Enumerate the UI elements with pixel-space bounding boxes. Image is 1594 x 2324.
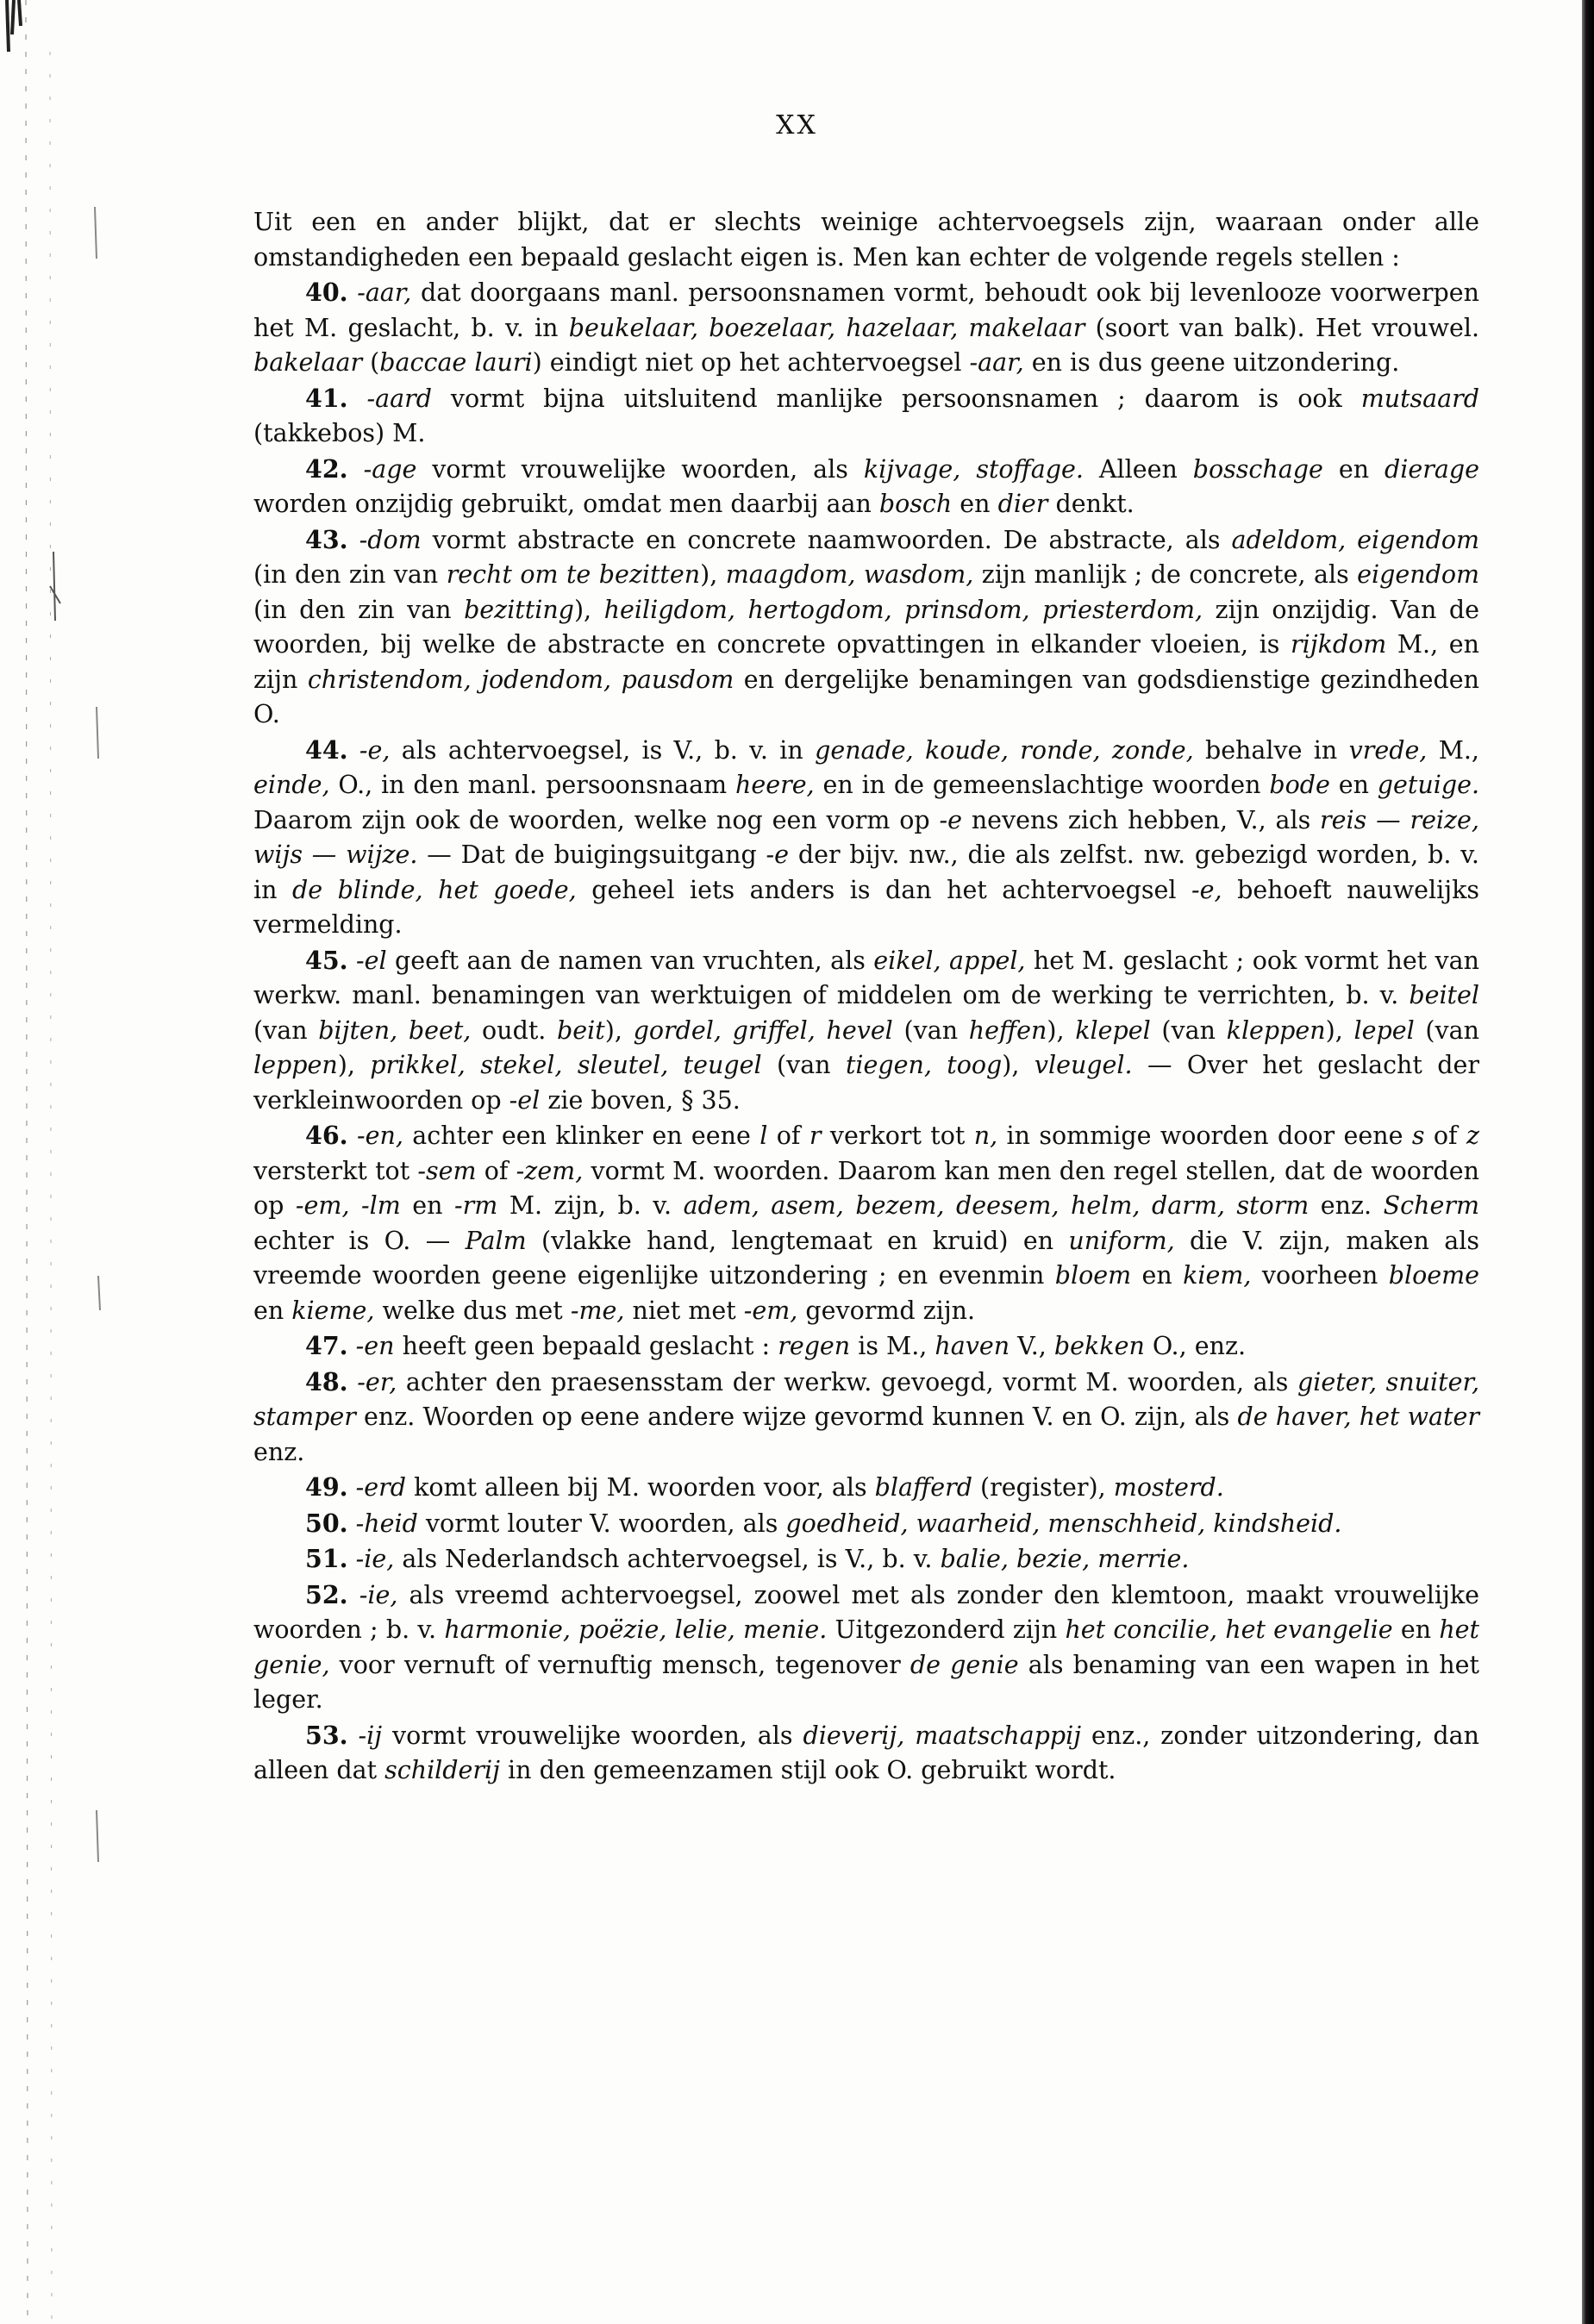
example-words: bakelaar (253, 348, 363, 377)
entry-48 (253, 1365, 1479, 1471)
suffix: -el (509, 1085, 541, 1115)
suffix: -e (939, 805, 962, 834)
suffix: -em, -lm (295, 1191, 401, 1220)
text-run: echter is O. — (253, 1226, 466, 1255)
letter: z (1466, 1121, 1479, 1150)
example-words: klepel (1075, 1015, 1151, 1045)
suffix: -dom (359, 525, 422, 554)
suffix: -rm (454, 1191, 498, 1220)
text-run: ) eindigt niet op het achtervoegsel (532, 348, 970, 377)
example-words: bode (1269, 771, 1330, 799)
suffix: -aar, (969, 348, 1024, 377)
example-words: leppen (253, 1051, 338, 1079)
text-run: (van (1414, 1015, 1479, 1045)
text-run: voor vernuft of vernuftig mensch, tegenover (329, 1650, 910, 1679)
example-words: kijvage, stoffage. (863, 454, 1084, 484)
suffix: -erd (355, 1473, 407, 1502)
suffix: -e (766, 840, 790, 869)
entry-number: 40. (305, 278, 348, 307)
text-run: of (767, 1121, 810, 1150)
text-run: zie boven, § 35. (540, 1085, 741, 1115)
example-words: bosch (878, 490, 953, 518)
intro-text: Uit een en ander blijkt, dat er slechts weinige achtervoegsels zijn, waaraan onder alle omstandigheden een bepaald geslacht eigen is. Men kan echter de volgende regels stellen : (253, 208, 1479, 272)
example-words: Scherm (1383, 1191, 1479, 1220)
example-words: beit (557, 1015, 605, 1045)
text-run: en (253, 1296, 292, 1325)
entry-number: 53. (305, 1720, 348, 1750)
intro-paragraph (253, 205, 1479, 275)
text-run: heeft geen bepaald geslacht : (394, 1332, 778, 1360)
letter: l (759, 1121, 768, 1150)
text-run: geheel iets anders is dan het achtervoegsel (576, 875, 1192, 904)
text-run: komt alleen bij M. woorden voor, als (406, 1473, 875, 1502)
example-words: bloem (1054, 1261, 1132, 1290)
text-run: enz., zonder uitzondering, dan alleen dat (253, 1721, 1479, 1784)
text-run: (soort van balk). Het vrouwel. (1085, 313, 1479, 342)
example-words: maagdom, wasdom, (725, 560, 974, 589)
suffix: -e, (1191, 875, 1222, 904)
example-words: beitel (1409, 981, 1479, 1009)
example-words: eikel, appel, (873, 946, 1026, 975)
text-run: gevormd zijn. (797, 1296, 976, 1325)
text-run: ), (1047, 1015, 1076, 1045)
example-words: het genie, (253, 1615, 1479, 1679)
entry-number: 49. (305, 1472, 348, 1502)
text-run: en (1322, 454, 1385, 484)
text-run: en (1329, 771, 1378, 799)
text-run: of (1424, 1121, 1466, 1150)
text-run: en is dus geene uitzondering. (1023, 348, 1400, 377)
suffix: -zem, (516, 1156, 584, 1185)
entry-46 (253, 1118, 1479, 1328)
text-run: ), (1325, 1015, 1354, 1045)
example-words: baccae lauri (379, 348, 533, 377)
text-run: worden onzijdig gebruikt, omdat men daarbij aan (253, 490, 879, 518)
suffix: -e, (359, 735, 391, 765)
suffix: -er, (357, 1367, 397, 1396)
example-words: kiem, (1183, 1261, 1252, 1290)
entry-49 (253, 1470, 1479, 1506)
suffix: -sem (417, 1156, 477, 1185)
letter: n, (973, 1121, 998, 1150)
example-words: bekken (1053, 1332, 1145, 1360)
text-run: der bijv. nw., die als zelfst. nw. gebezigd worden, b. v. in (253, 840, 1479, 904)
text-run: in den gemeenzamen stijl ook O. gebruikt wordt. (499, 1756, 1116, 1784)
text-run: (takkebos) M. (253, 419, 426, 447)
text-run: dat doorgaans manl. persoonsnamen vormt, behoudt ook bij levenlooze voorwerpen het M. geslacht, b. v. in (253, 278, 1480, 342)
text-run: of (476, 1156, 516, 1185)
example-words: bezitting (464, 595, 574, 624)
entry-number: 42. (305, 453, 348, 484)
example-words: bloeme (1388, 1261, 1480, 1290)
text-run: Alleen (1083, 454, 1193, 484)
entry-number: 52. (305, 1579, 348, 1609)
example-words: lepel (1353, 1015, 1415, 1045)
example-words: adem, asem, bezem, deesem, helm, darm, storm (683, 1191, 1310, 1220)
example-words: balie, bezie, merrie. (940, 1545, 1190, 1573)
text-run: — Over het geslacht der verkleinwoorden op (253, 1051, 1479, 1115)
example-words: schilderij (384, 1756, 500, 1784)
example-words: prikkel, stekel, sleutel, teugel (370, 1051, 762, 1079)
suffix: -em, (743, 1296, 798, 1325)
suffix: -ie, (355, 1545, 395, 1573)
suffix: -ie, (359, 1580, 398, 1609)
text-run: oudt. (471, 1015, 558, 1045)
example-words: tiegen, toog (845, 1051, 1003, 1079)
text-run: niet met (624, 1296, 744, 1325)
example-words: heere, (734, 771, 815, 799)
text-run: en (1392, 1615, 1440, 1644)
text-run: behalve in (1193, 735, 1349, 765)
text-run: (van (1150, 1015, 1227, 1045)
text-run: denkt. (1047, 490, 1135, 518)
example-words: dier (997, 490, 1048, 518)
text-run: zijn onzijdig. Van de woorden, bij welke de abstracte en concrete opvattingen in elkander vloeien, is (253, 595, 1479, 659)
example-words: kieme, (291, 1296, 375, 1325)
entry-44 (253, 733, 1479, 943)
suffix: -en (355, 1332, 395, 1360)
letter: s (1411, 1121, 1425, 1150)
example-words: vrede, (1348, 735, 1428, 765)
entry-number: 51. (305, 1544, 348, 1573)
example-words: christendom, jodendom, pausdom (307, 665, 734, 694)
entry-43 (253, 522, 1479, 733)
text-run: M., (1427, 735, 1479, 765)
example-words: mutsaard (1360, 384, 1479, 413)
suffix: -aar, (357, 278, 412, 307)
text-run: achter den praesensstam der werkw. gevoegd, vormt M. woorden, als (397, 1367, 1297, 1396)
text-run: enz. (253, 1437, 305, 1466)
example-words: de genie (910, 1650, 1019, 1679)
example-words: dieverij, maatschappij (803, 1721, 1082, 1750)
text-run: Daarom zijn ook de woorden, welke nog een vorm op (253, 805, 940, 834)
example-words: beukelaar, boezelaar, hazelaar, makelaar (568, 313, 1085, 342)
example-words: adeldom, eigendom (1231, 525, 1480, 554)
entry-number: 48. (305, 1366, 348, 1396)
example-words: vleugel. (1034, 1051, 1133, 1079)
text-run: vormt bijna uitsluitend manlijke persoonsnamen ; daarom is ook (431, 384, 1361, 413)
entry-47 (253, 1328, 1479, 1365)
example-words: eigendom (1357, 560, 1479, 589)
text-run: enz. (1309, 1191, 1384, 1220)
text-run: vormt abstracte en concrete naamwoorden. De abstracte, als (421, 525, 1232, 554)
suffix: -ij (358, 1721, 383, 1750)
entry-45 (253, 943, 1479, 1119)
suffix: -aard (366, 384, 432, 413)
example-words: haven (935, 1332, 1010, 1360)
entry-53 (253, 1718, 1479, 1789)
text-run: vormt vrouwelijke woorden, als (416, 454, 864, 484)
text-run: O., in den manl. persoonsnaam (329, 771, 735, 799)
entry-42 (253, 452, 1479, 522)
text-run: ), (573, 595, 604, 624)
text-run: en dergelijke benamingen van godsdienstige gezindheden O. (253, 665, 1479, 728)
text-run: Uitgezonderd zijn (827, 1615, 1066, 1644)
text-run: nevens zich hebben, V., als (962, 805, 1321, 834)
entry-number: 41. (305, 383, 348, 413)
text-run: — Dat de buigingsuitgang (417, 840, 766, 869)
entry-41 (253, 381, 1479, 452)
example-words: dierage (1385, 454, 1479, 484)
text-run: als achtervoegsel, is V., b. v. in (390, 735, 816, 765)
text-run: en (952, 490, 998, 518)
example-words: gieter, snuiter, stamper (253, 1367, 1479, 1431)
suffix: -me, (570, 1296, 625, 1325)
text-run: zijn manlijk ; de concrete, als (973, 560, 1358, 589)
text-run: ( (362, 348, 380, 377)
text-run: (in den zin van (253, 595, 465, 624)
example-words: einde, (253, 771, 330, 799)
example-words: Palm (465, 1226, 527, 1255)
example-words: harmonie, poëzie, lelie, menie. (444, 1615, 828, 1644)
example-words: heiligdom, hertogdom, prinsdom, priesterdom, (603, 595, 1203, 624)
text-run: verkort tot (821, 1121, 974, 1150)
text-run: (van (253, 1015, 319, 1045)
entry-number: 44. (305, 734, 348, 765)
suffix: -heid (355, 1509, 418, 1538)
text-run: (vlakke hand, lengtemaat en kruid) en (526, 1226, 1069, 1255)
text-run: ), (700, 560, 726, 589)
example-words: recht om te bezitten (446, 560, 701, 589)
example-words: reis — reize, wijs — wijze. (253, 805, 1479, 869)
text-run: vormt M. woorden. Daarom kan men den regel stellen, dat de woorden op (253, 1156, 1479, 1220)
page-edge-dark (1582, 0, 1594, 2324)
text-run: enz. Woorden op eene andere wijze gevormd kunnen V. en O. zijn, als (355, 1403, 1238, 1431)
text-run: en (1131, 1261, 1184, 1290)
text-run: welke dus met (374, 1296, 571, 1325)
page-number: XX (776, 110, 818, 141)
text-run: is M., (850, 1332, 935, 1360)
suffix: -age (363, 454, 417, 484)
text-run: ), (604, 1015, 634, 1045)
text-run: die V. zijn, maken als vreemde woorden geene eigenlijke uitzondering ; en evenmin (253, 1226, 1479, 1290)
entry-52 (253, 1577, 1479, 1718)
page-edge-shadow (0, 0, 129, 2324)
text-run: achter een klinker en eene (403, 1121, 760, 1150)
example-words: genade, koude, ronde, zonde, (815, 735, 1194, 765)
body-text (253, 205, 1479, 1789)
suffix: -en, (356, 1121, 403, 1150)
text-run: O., enz. (1144, 1332, 1247, 1360)
text-run: ), (1002, 1051, 1035, 1079)
example-words: uniform, (1068, 1226, 1175, 1255)
text-run: behoeft nauwelijks vermelding. (253, 875, 1479, 939)
text-run: ), (337, 1051, 371, 1079)
text-run: als vreemd achtervoegsel, zoowel met als zonder den klemtoon, maakt vrouwelijke woorden ; b. v. (253, 1580, 1479, 1644)
text-run: als benaming van een wapen in het leger. (253, 1650, 1479, 1714)
text-run: geeft aan de namen van vruchten, als (386, 946, 874, 975)
text-run: (in den zin van (253, 560, 447, 589)
example-words: kleppen (1226, 1015, 1326, 1045)
entry-number: 46. (305, 1121, 348, 1150)
example-words: gordel, griffel, hevel (633, 1015, 893, 1045)
entry-number: 43. (305, 524, 348, 554)
example-words: rijkdom (1291, 630, 1387, 659)
text-run: voorheen (1251, 1261, 1389, 1290)
text-run: in sommige woorden door eene (997, 1121, 1412, 1150)
example-words: blafferd (874, 1473, 972, 1502)
entry-number: 45. (305, 945, 348, 975)
example-words: heffen (968, 1015, 1047, 1045)
text-run: M. zijn, b. v. (497, 1191, 684, 1220)
text-run: V., (1010, 1332, 1054, 1360)
example-words: mosterd. (1113, 1473, 1224, 1502)
example-words: het concilie, het evangelie (1065, 1615, 1393, 1644)
entry-number: 50. (305, 1508, 348, 1538)
entry-40 (253, 275, 1479, 381)
text-run: M., en zijn (253, 630, 1479, 694)
example-words: goedheid, waarheid, menschheid, kindsheid. (785, 1509, 1342, 1538)
text-run: (register), (972, 1473, 1114, 1502)
text-run: (van (761, 1051, 846, 1079)
text-run: vormt louter V. woorden, als (417, 1509, 786, 1538)
text-run: als Nederlandsch achtervoegsel, is V., b. v. (394, 1545, 941, 1573)
example-words: bijten, beet, (318, 1015, 472, 1045)
entry-50 (253, 1506, 1479, 1542)
text-run: vormt vrouwelijke woorden, als (382, 1721, 803, 1750)
example-words: de blinde, het goede, (291, 875, 577, 904)
text-run: versterkt tot (253, 1156, 418, 1185)
example-words: regen (778, 1332, 851, 1360)
example-words: bosschage (1192, 454, 1323, 484)
entry-51 (253, 1541, 1479, 1577)
letter: r (809, 1121, 822, 1150)
text-run: en (400, 1191, 455, 1220)
text-run: (van (892, 1015, 969, 1045)
text-run: en in de gemeenslachtige woorden (814, 771, 1270, 799)
suffix: -el (356, 946, 387, 975)
example-words: de haver, het water (1237, 1403, 1479, 1431)
text-run: het M. geslacht ; ook vormt het van werkw. manl. benamingen van werktuigen of middelen om de werking te verrichten, b. v. (253, 946, 1479, 1009)
example-words: getuige. (1377, 771, 1479, 799)
entry-number: 47. (305, 1331, 348, 1360)
